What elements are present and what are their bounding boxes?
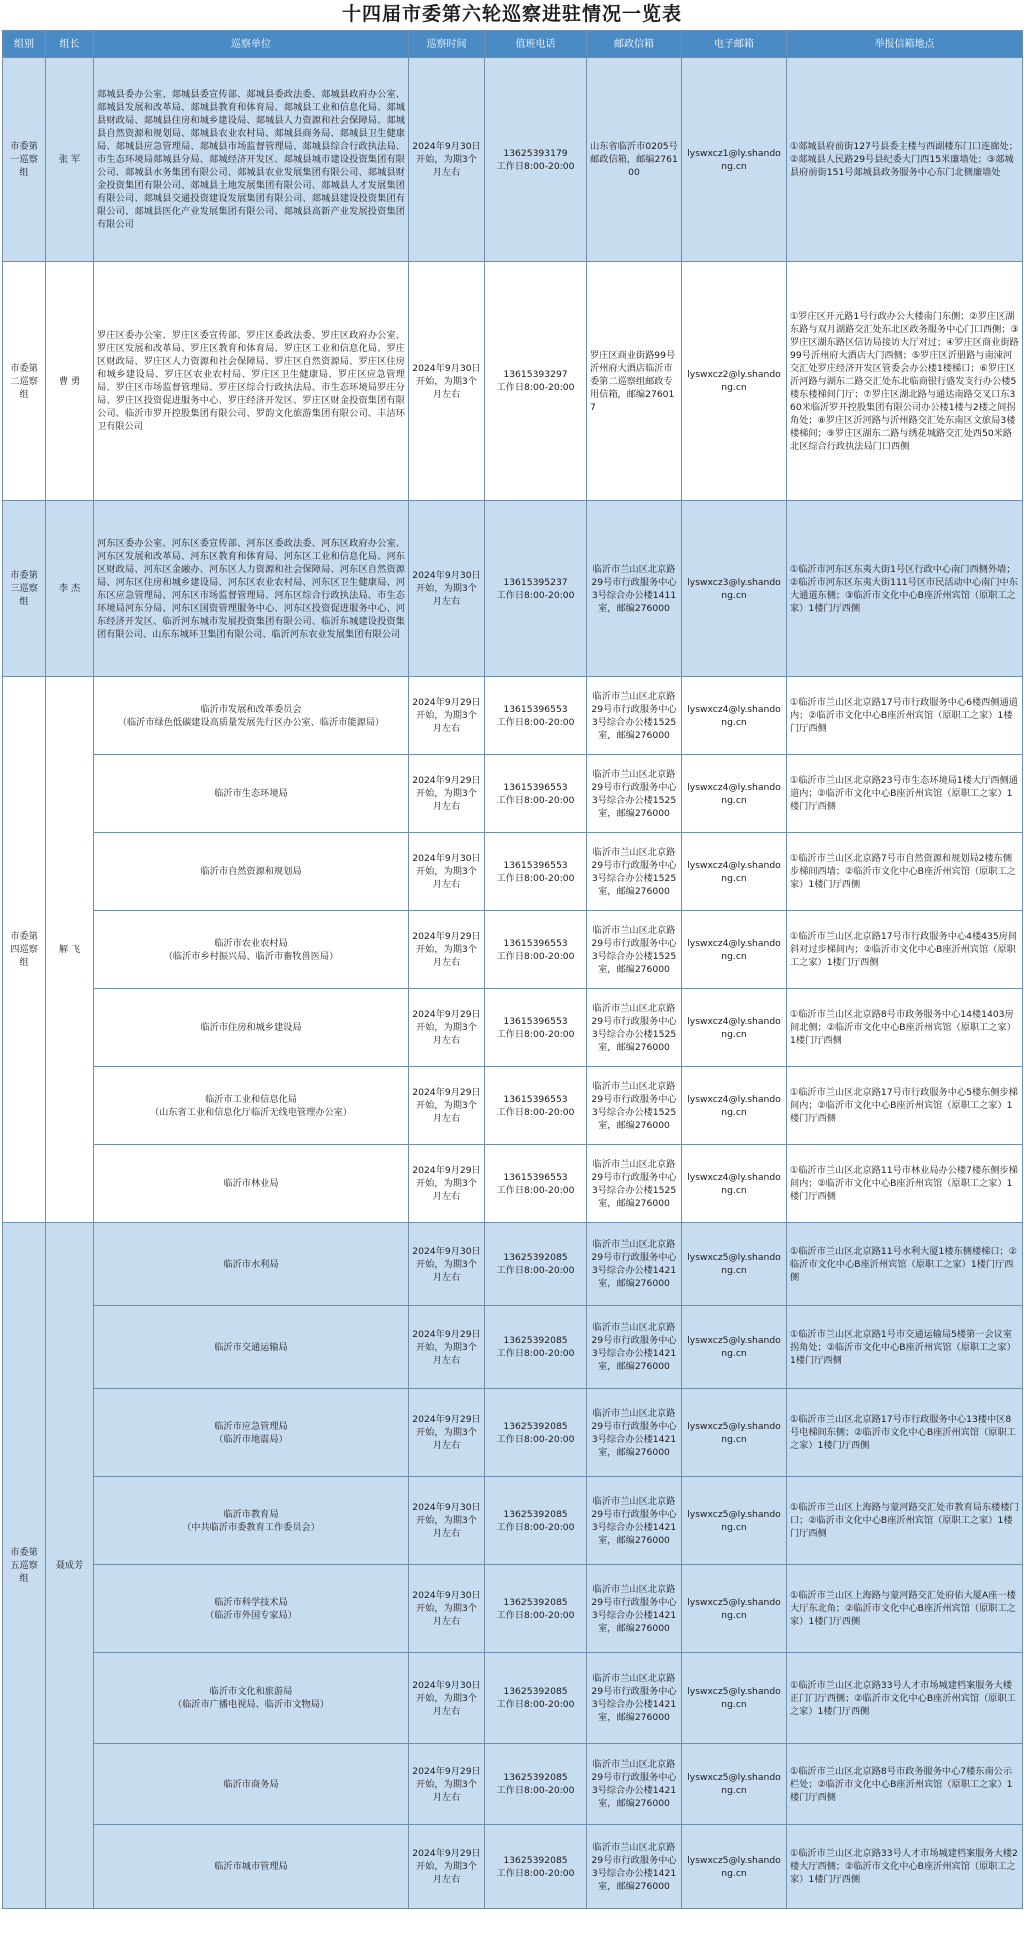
- report-box-location: ①临沂市兰山区北京路17号市行政服务中心4楼435房间斜对过步梯间内；②临沂市文化中心B座沂州宾馆（原职工之家）1楼门厅西侧: [787, 911, 1023, 989]
- phone-number: 13615396553: [503, 781, 568, 793]
- header-leader: 组长: [46, 31, 94, 58]
- group-name: 市委第一巡察组: [3, 58, 46, 262]
- duty-phone: [485, 1145, 587, 1223]
- header-box: 举报信箱地点: [787, 31, 1023, 58]
- inspected-unit: 临沂市教育局 （中共临沂市委教育工作委员会）: [94, 1477, 409, 1565]
- duty-phone: [485, 1477, 587, 1565]
- report-box-location: ①临沂市兰山区北京路17号市行政服务中心6楼西侧通道内；②临沂市文化中心B座沂州宾馆（原职工之家）1楼门厅西侧: [787, 677, 1023, 755]
- postal-box: 临沂市兰山区北京路29号市行政服务中心3号综合办公楼1421室，邮编276000: [587, 1306, 682, 1389]
- postal-box: 临沂市兰山区北京路29号市行政服务中心3号综合办公楼1525室，邮编276000: [587, 1067, 682, 1145]
- inspection-time: 2024年9月29日开始，为期3个月左右: [409, 1389, 485, 1477]
- postal-box: 临沂市兰山区北京路29号市行政服务中心3号综合办公楼1421室，邮编276000: [587, 1223, 682, 1306]
- header-postal: 邮政信箱: [587, 31, 682, 58]
- group-leader: 曹 勇: [46, 262, 94, 501]
- group-leader: 解 飞: [46, 677, 94, 1223]
- email-address[interactable]: lyswxcz5@ly.shandong.cn: [682, 1825, 787, 1909]
- duty-phone: [485, 1389, 587, 1477]
- inspection-time: 2024年9月29日开始，为期3个月左右: [409, 755, 485, 833]
- duty-phone: [485, 58, 587, 262]
- table-row: [3, 1477, 1023, 1565]
- email-address[interactable]: lyswxcz2@ly.shandong.cn: [682, 262, 787, 501]
- postal-box: 临沂市兰山区北京路29号市行政服务中心3号综合办公楼1421室，邮编276000: [587, 1477, 682, 1565]
- group-name: 市委第五巡察组: [3, 1223, 46, 1909]
- phone-hours: 工作日8:00-20:00: [496, 872, 575, 884]
- inspected-unit: 临沂市城市管理局: [94, 1825, 409, 1909]
- inspection-time: 2024年9月30日开始，为期3个月左右: [409, 833, 485, 911]
- postal-box: 临沂市兰山区北京路29号市行政服务中心3号综合办公楼1421室，邮编276000: [587, 1653, 682, 1744]
- table-row: [3, 1145, 1023, 1223]
- phone-hours: 工作日8:00-20:00: [496, 1433, 575, 1445]
- phone-number: 13615396553: [503, 703, 568, 715]
- inspected-unit: 临沂市工业和信息化局 （山东省工业和信息化厅临沂无线电管理办公室）: [94, 1067, 409, 1145]
- duty-phone: [485, 1306, 587, 1389]
- phone-hours: 工作日8:00-20:00: [496, 160, 575, 172]
- email-address[interactable]: lyswxcz4@ly.shandong.cn: [682, 677, 787, 755]
- inspected-units: 河东区委办公室、河东区委宣传部、河东区委政法委、河东区政府办公室、河东区发展和改革局、河东区教育和体育局、河东区工业和信息化局、河东区财政局、河东区金融办、河东区人力资源和社会保障局、河东区自然资源局、河东区住房和城乡建设局、河东区农业农村局、河东区卫生健康局、河东区应急管理局、河东区市场监督管理局、河东区综合行政执法局、市生态环境局河东分局、河东区国资管理服务中心、河东区投资促进服务中心、河东经济开发区、临沂河东城市发展投资集团有限公司、临沂东城建设投资集团有限公司、山东东城环卫集团有限公司、临沂河东农业发展集团有限公司: [94, 501, 409, 677]
- email-address[interactable]: lyswxcz5@ly.shandong.cn: [682, 1223, 787, 1306]
- report-box-location: ①临沂市兰山区上海路与蒙河路交汇处市教育局东楼楼门口；②临沂市文化中心B座沂州宾馆（原职工之家）1楼门厅西侧: [787, 1477, 1023, 1565]
- postal-box: 临沂市兰山区北京路29号市行政服务中心3号综合办公楼1421室，邮编276000: [587, 1565, 682, 1653]
- email-address[interactable]: lyswxcz5@ly.shandong.cn: [682, 1744, 787, 1825]
- inspected-units: 郯城县委办公室、郯城县委宣传部、郯城县委政法委、郯城县政府办公室、郯城县发展和改革局、郯城县教育和体育局、郯城县工业和信息化局、郯城县财政局、郯城县住房和城乡建设局、郯城县人力资源和社会保障局、郯城县自然资源和规划局、郯城县农业农村局、郯城县商务局、郯城县卫生健康局、郯城县应急管理局、郯城县市场监督管理局、郯城县综合行政执法局、市生态环境局郯城县分局、郯城经济开发区、郯城县城市建设投资集团有限公司、郯城县水务集团有限公司、郯城县农业发展集团有限公司、郯城县财金投资集团有限公司、郯城县土地发展集团有限公司、郯城县人才发展集团有限公司、郯城县交通投资建设发展集团有限公司、郯城县建设投资集团有限公司、郯城县医化产业发展集团有限公司、郯城县高新产业发展投资集团有限公司: [94, 58, 409, 262]
- report-box-location: ①临沂市兰山区北京路11号水利大厦1楼东侧楼梯口；②临沂市文化中心B座沂州宾馆（原职工之家）1楼门厅西侧: [787, 1223, 1023, 1306]
- duty-phone: [485, 1653, 587, 1744]
- inspected-unit: 临沂市住房和城乡建设局: [94, 989, 409, 1067]
- duty-phone: [485, 833, 587, 911]
- email-address[interactable]: lyswxcz4@ly.shandong.cn: [682, 755, 787, 833]
- header-email: 电子邮箱: [682, 31, 787, 58]
- report-box-location: ①临沂市兰山区北京路23号市生态环境局1楼大厅西侧通道内；②临沂市文化中心B座沂州宾馆（原职工之家）1楼门厅西侧: [787, 755, 1023, 833]
- table-row: [3, 1067, 1023, 1145]
- phone-hours: 工作日8:00-20:00: [496, 1028, 575, 1040]
- table-row: [3, 677, 1023, 755]
- inspection-time: 2024年9月30日开始，为期3个月左右: [409, 1223, 485, 1306]
- email-address[interactable]: lyswxcz5@ly.shandong.cn: [682, 1306, 787, 1389]
- duty-phone: [485, 989, 587, 1067]
- table-row: [3, 1565, 1023, 1653]
- phone-hours: 工作日8:00-20:00: [496, 382, 575, 393]
- phone-number: 13625393179: [503, 147, 568, 159]
- header-unit: 巡察单位: [94, 31, 409, 58]
- table-row: [3, 1223, 1023, 1306]
- phone-hours: 工作日8:00-20:00: [496, 589, 575, 601]
- phone-hours: 工作日8:00-20:00: [496, 1521, 575, 1533]
- group-leader: 聂成芳: [46, 1223, 94, 1909]
- inspected-unit: 临沂市自然资源和规划局: [94, 833, 409, 911]
- duty-phone: [485, 677, 587, 755]
- inspected-unit: 临沂市林业局: [94, 1145, 409, 1223]
- inspected-unit: 临沂市科学技术局 （临沂市外国专家局）: [94, 1565, 409, 1653]
- inspection-time: 2024年9月30日开始，为期3个月左右: [409, 501, 485, 677]
- duty-phone: [485, 262, 587, 501]
- phone-hours: 工作日8:00-20:00: [496, 1699, 575, 1710]
- email-address[interactable]: lyswxcz4@ly.shandong.cn: [682, 833, 787, 911]
- email-address[interactable]: lyswxcz4@ly.shandong.cn: [682, 989, 787, 1067]
- table-row: [3, 58, 1023, 262]
- report-box-location: ①临沂市兰山区北京路33号人才市场城建档案服务大楼2楼大厅西侧；②临沂市文化中心B座沂州宾馆（原职工之家）1楼门厅西侧: [787, 1825, 1023, 1909]
- postal-box: 临沂市兰山区北京路29号市行政服务中心3号综合办公楼1421室，邮编276000: [587, 1744, 682, 1825]
- phone-hours: 工作日8:00-20:00: [496, 716, 575, 728]
- phone-number: 13615393297: [503, 369, 568, 380]
- postal-box: 临沂市兰山区北京路29号市行政服务中心3号综合办公楼1525室，邮编276000: [587, 1145, 682, 1223]
- inspection-time: 2024年9月30日开始，为期3个月左右: [409, 1477, 485, 1565]
- postal-box: 临沂市兰山区北京路29号市行政服务中心3号综合办公楼1525室，邮编276000: [587, 755, 682, 833]
- inspected-unit: 临沂市应急管理局 （临沂市地震局）: [94, 1389, 409, 1477]
- postal-box: 临沂市兰山区北京路29号市行政服务中心3号综合办公楼1421室，邮编276000: [587, 1389, 682, 1477]
- phone-hours: 工作日8:00-20:00: [496, 1106, 575, 1118]
- email-address[interactable]: lyswxcz5@ly.shandong.cn: [682, 1565, 787, 1653]
- report-box-location: ①临沂市兰山区北京路8号市政务服务中心7楼东南公示栏处；②临沂市文化中心B座沂州宾馆（原职工之家）1楼门厅西侧: [787, 1744, 1023, 1825]
- inspection-time: 2024年9月30日开始，为期3个月左右: [409, 1653, 485, 1744]
- inspection-time: 2024年9月29日开始，为期3个月左右: [409, 677, 485, 755]
- phone-number: 13625392085: [503, 1854, 568, 1866]
- phone-hours: 工作日8:00-20:00: [496, 1348, 575, 1359]
- report-box-location: ①临沂市兰山区上海路与蒙河路交汇处府佑大厦A座一楼大厅东北角；②临沂市文化中心B座沂州宾馆（原职工之家）1楼门厅西侧: [787, 1565, 1023, 1653]
- phone-number: 13625392085: [503, 1686, 568, 1697]
- table-row: [3, 911, 1023, 989]
- phone-number: 13615396553: [503, 937, 568, 949]
- phone-hours: 工作日8:00-20:00: [496, 794, 575, 806]
- phone-number: 13625392085: [503, 1335, 568, 1346]
- table-row: [3, 501, 1023, 677]
- duty-phone: [485, 501, 587, 677]
- group-leader: 李 杰: [46, 501, 94, 677]
- inspection-time: 2024年9月30日开始，为期3个月左右: [409, 58, 485, 262]
- postal-box: 临沂市兰山区北京路29号市行政服务中心3号综合办公楼1525室，邮编276000: [587, 911, 682, 989]
- inspection-time: 2024年9月30日开始，为期3个月左右: [409, 262, 485, 501]
- group-name: 市委第二巡察组: [3, 262, 46, 501]
- table-row: [3, 1306, 1023, 1389]
- table-row: [3, 833, 1023, 911]
- group-name: 市委第四巡察组: [3, 677, 46, 1223]
- phone-number: 13625392085: [503, 1420, 568, 1432]
- postal-box: 临沂市兰山区北京路29号市行政服务中心3号综合办公楼1411室，邮编276000: [587, 501, 682, 677]
- page-title: 十四届市委第六轮巡察进驻情况一览表: [341, 3, 682, 25]
- header-group: 组别: [3, 31, 46, 58]
- inspected-units: 罗庄区委办公室、罗庄区委宣传部、罗庄区委政法委、罗庄区政府办公室、罗庄区发展和改革局、罗庄区教育和体育局、罗庄区工业和信息化局、罗庄区财政局、罗庄区人力资源和社会保障局、罗庄区自然资源局、罗庄区住房和城乡建设局、罗庄区农业农村局、罗庄区卫生健康局、罗庄区应急管理局、罗庄区市场监督管理局、罗庄区综合行政执法局、市生态环境局罗庄分局、罗庄区投资促进服务中心、罗庄经济开发区、罗庄区财金投资集团有限公司、临沂市罗开控股集团有限公司、罗韵文化旅游集团有限公司、丰洁环卫有限公司: [94, 262, 409, 501]
- report-box-location: ①临沂市兰山区北京路7号市自然资源和规划局2楼东侧步梯间西墙；②临沂市文化中心B座沂州宾馆（原职工之家）1楼门厅西侧: [787, 833, 1023, 911]
- duty-phone: [485, 755, 587, 833]
- inspected-unit: 临沂市农业农村局 （临沂市乡村振兴局、临沂市畜牧兽医局）: [94, 911, 409, 989]
- report-box-location: ①临沂市兰山区北京路11号市林业局办公楼7楼东侧步梯间内；②临沂市文化中心B座沂州宾馆（原职工之家）1楼门厅西侧: [787, 1145, 1023, 1223]
- report-box-location: ①罗庄区开元路1号行政办公大楼南门东侧；②罗庄区湖东路与双月湖路交汇处东北区政务服务中心门口西侧；③罗庄区湖东路区信访局接访大厅对过；④罗庄区商业街路99号沂州府大酒店大门西侧；⑤罗庄区沂册路与南涑河交汇处罗庄经济开发区管委会办公楼1楼梯口；⑥罗庄区沂河路与湖东二路交汇处东北临商银行盛发支行办公楼5楼东楼梯间门厅；⑦罗庄区湖北路与通达南路交叉口东360米临沂罗开控股集团有限公司办公楼1楼与2楼之间拐角处；⑧罗庄区沂河路与沂州路交汇处东南区文旅局3楼楼梯间；⑨罗庄区湖东二路与绣花城路交汇处西50米路北区综合行政执法局门口西侧: [787, 262, 1023, 501]
- phone-number: 13625392085: [503, 1772, 568, 1783]
- inspection-time: 2024年9月30日开始，为期3个月左右: [409, 1565, 485, 1653]
- duty-phone: [485, 1223, 587, 1306]
- report-box-location: ①临沂市兰山区北京路33号人才市场城建档案服务大楼正门门厅西侧；②临沂市文化中心B座沂州宾馆（原职工之家）1楼门厅西侧: [787, 1653, 1023, 1744]
- table-row: [3, 1744, 1023, 1825]
- report-box-location: ①临沂市兰山区北京路1号市交通运输局5楼第一会议室拐角处；②临沂市文化中心B座沂州宾馆（原职工之家）1楼门厅西侧: [787, 1306, 1023, 1389]
- duty-phone: [485, 1825, 587, 1909]
- inspection-table: [2, 30, 1023, 1909]
- report-box-location: ①临沂市兰山区北京路17号市行政服务中心13楼中区8号电梯间东侧；②临沂市文化中心B座沂州宾馆（原职工之家）1楼门厅西侧: [787, 1389, 1023, 1477]
- header-phone: 值班电话: [485, 31, 587, 58]
- inspection-time: 2024年9月29日开始，为期3个月左右: [409, 911, 485, 989]
- email-address[interactable]: lyswxcz4@ly.shandong.cn: [682, 1145, 787, 1223]
- phone-hours: 工作日8:00-20:00: [496, 1867, 575, 1879]
- phone-number: 13625392085: [503, 1252, 568, 1263]
- table-row: [3, 989, 1023, 1067]
- header-time: 巡察时间: [409, 31, 485, 58]
- duty-phone: [485, 911, 587, 989]
- inspection-time: 2024年9月29日开始，为期3个月左右: [409, 1825, 485, 1909]
- group-name: 市委第三巡察组: [3, 501, 46, 677]
- header-row: [3, 31, 1023, 58]
- phone-hours: 工作日8:00-20:00: [496, 1785, 575, 1796]
- report-box-location: ①临沂市兰山区北京路17号市行政服务中心5楼东侧步梯间内；②临沂市文化中心B座沂州宾馆（原职工之家）1楼门厅西侧: [787, 1067, 1023, 1145]
- email-address[interactable]: lyswxcz5@ly.shandong.cn: [682, 1477, 787, 1565]
- report-box-location: ①郯城县府前街127号县委主楼与西副楼东门口连廊处；②郯城县人民路29号县纪委大门西15米廉墙处；③郯城县府前街151号郯城县政务服务中心东门北侧廉墙处: [787, 58, 1023, 262]
- postal-box: 临沂市兰山区北京路29号市行政服务中心3号综合办公楼1525室，邮编276000: [587, 989, 682, 1067]
- phone-hours: 工作日8:00-20:00: [496, 1265, 575, 1276]
- report-box-location: ①临沂市兰山区北京路8号市政务服务中心14楼1403房间北侧；②临沂市文化中心B座沂州宾馆（原职工之家）1楼门厅西侧: [787, 989, 1023, 1067]
- postal-box: 临沂市兰山区北京路29号市行政服务中心3号综合办公楼1421室，邮编276000: [587, 1825, 682, 1909]
- inspected-unit: 临沂市水利局: [94, 1223, 409, 1306]
- phone-number: 13615396553: [503, 859, 568, 871]
- phone-number: 13625392085: [503, 1596, 568, 1608]
- postal-box: 临沂市兰山区北京路29号市行政服务中心3号综合办公楼1525室，邮编276000: [587, 677, 682, 755]
- email-address[interactable]: lyswxcz1@ly.shandong.cn: [682, 58, 787, 262]
- inspected-unit: 临沂市发展和改革委员会 （临沂市绿色低碳建设高质量发展先行区办公室、临沂市能源局）: [94, 677, 409, 755]
- table-row: [3, 1825, 1023, 1909]
- inspected-unit: 临沂市交通运输局: [94, 1306, 409, 1389]
- inspection-time: 2024年9月29日开始，为期3个月左右: [409, 1306, 485, 1389]
- phone-number: 13625392085: [503, 1508, 568, 1520]
- inspection-time: 2024年9月29日开始，为期3个月左右: [409, 1744, 485, 1825]
- phone-hours: 工作日8:00-20:00: [496, 950, 575, 962]
- table-row: [3, 755, 1023, 833]
- email-address[interactable]: lyswxcz5@ly.shandong.cn: [682, 1653, 787, 1744]
- table-row: [3, 262, 1023, 501]
- email-address[interactable]: lyswxcz3@ly.shandong.cn: [682, 501, 787, 677]
- postal-box: 山东省临沂市0205号邮政信箱，邮编276100: [587, 58, 682, 262]
- phone-hours: 工作日8:00-20:00: [496, 1609, 575, 1621]
- inspected-unit: 临沂市商务局: [94, 1744, 409, 1825]
- duty-phone: [485, 1744, 587, 1825]
- phone-number: 13615396553: [503, 1093, 568, 1105]
- inspection-time: 2024年9月29日开始，为期3个月左右: [409, 1067, 485, 1145]
- group-leader: 张 军: [46, 58, 94, 262]
- phone-number: 13615395237: [503, 576, 568, 588]
- email-address[interactable]: lyswxcz5@ly.shandong.cn: [682, 1389, 787, 1477]
- inspected-unit: 临沂市文化和旅游局 （临沂市广播电视局、临沂市文物局）: [94, 1653, 409, 1744]
- postal-box: 罗庄区商业街路99号沂州府大酒店临沂市委第二巡察组邮政专用信箱，邮编276017: [587, 262, 682, 501]
- table-row: [3, 1389, 1023, 1477]
- duty-phone: [485, 1067, 587, 1145]
- table-row: [3, 1653, 1023, 1744]
- inspection-time: 2024年9月29日开始，为期3个月左右: [409, 1145, 485, 1223]
- postal-box: 临沂市兰山区北京路29号市行政服务中心3号综合办公楼1525室，邮编276000: [587, 833, 682, 911]
- email-address[interactable]: lyswxcz4@ly.shandong.cn: [682, 911, 787, 989]
- inspected-unit: 临沂市生态环境局: [94, 755, 409, 833]
- phone-hours: 工作日8:00-20:00: [496, 1184, 575, 1196]
- phone-number: 13615396553: [503, 1171, 568, 1183]
- report-box-location: ①临沂市河东区东夷大街1号区行政中心南门西侧外墙；②临沂市河东区东夷大街111号区市民活动中心南门中东大通道东侧；③临沂市文化中心B座沂州宾馆（原职工之家）1楼门厅西侧: [787, 501, 1023, 677]
- email-address[interactable]: lyswxcz4@ly.shandong.cn: [682, 1067, 787, 1145]
- phone-number: 13615396553: [503, 1015, 568, 1027]
- duty-phone: [485, 1565, 587, 1653]
- inspection-time: 2024年9月29日开始，为期3个月左右: [409, 989, 485, 1067]
